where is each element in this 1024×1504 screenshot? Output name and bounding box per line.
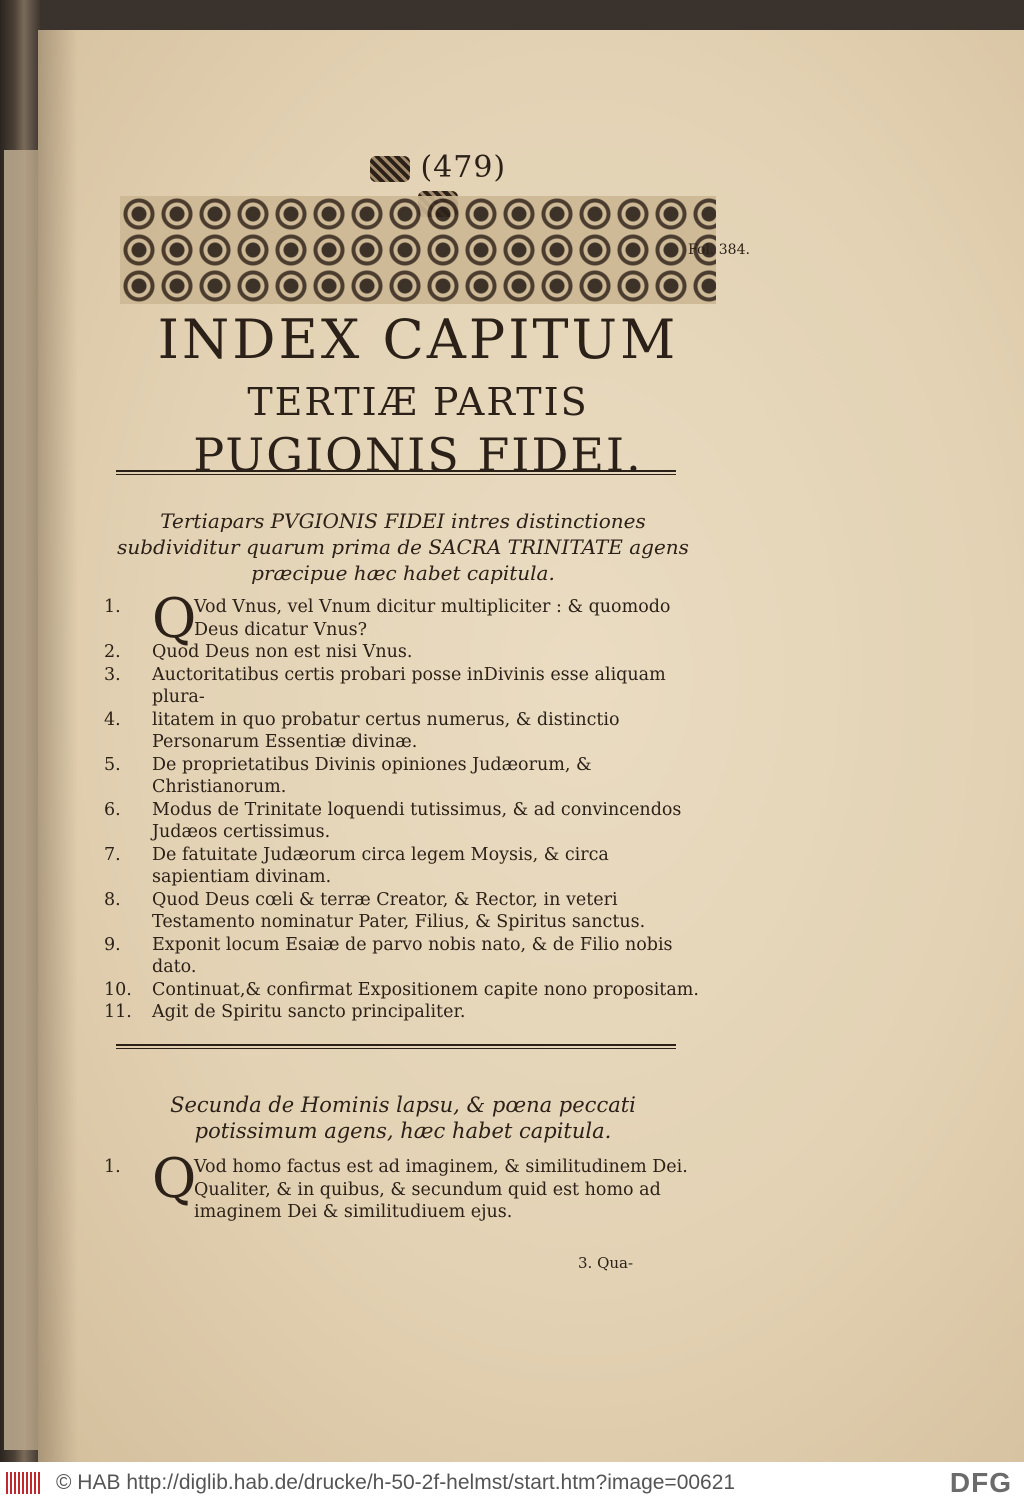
chapter-number: 3. [104,664,121,685]
chapter-number: 11. [104,1002,132,1022]
chapter-text: Continuat,& confirmat Expositionem capite nono propositam. [152,979,699,1000]
catchword: 3. Qua- [578,1254,634,1272]
title-line-2: TERTIÆ PARTIS [247,380,589,424]
chapter-text: Modus de Trinitate loquendi tutissimus, & ad convincendos Judæos certissimus. [152,799,682,842]
folio-reference: Fol. 384. [688,242,750,258]
chapter-number: 4. [104,709,121,730]
dfg-logo: DFG [949,1467,1012,1498]
list-item [104,889,700,934]
copyright-link[interactable]: © HAB http://diglib.hab.de/drucke/h-50-2f-helmst/start.htm?image=00621 [56,1471,736,1494]
list-item [104,587,700,650]
chapter-text: Quod Deus cœli & terræ Creator, & Rector, in veteri Testamento nominatur Pater, Filius, & Spiritus sanctus. [152,889,646,932]
chapter-text: De proprietatibus Divinis opiniones Judæorum, & Christianorum. [152,754,592,797]
ornamental-band [120,196,716,304]
list-item [104,1001,700,1024]
document-page [38,30,1024,1462]
chapter-list [104,587,700,1024]
intro-paragraph: Tertiapars PVGIONIS FIDEI intres distinctiones subdividitur quarum prima de SACRA TRINITATE agens præcipue hæc habet capitula. [117,509,689,585]
chapter-text: Quod Deus non est nisi Vnus. [152,642,413,662]
title-line-3: PUGIONIS FIDEI. [193,428,643,482]
title-line-1: INDEX CAPITUM [157,308,679,371]
drop-cap: Q [152,1147,197,1210]
chapter-text: Exponit locum Esaiæ de parvo nobis nato, & de Filio nobis dato. [152,934,673,977]
chapter-number: 2. [104,642,121,662]
list-item [104,844,700,889]
chapter-text: De fatuitate Judæorum circa legem Moysis, & circa sapientiam divinam. [152,844,609,887]
page-number: (479) [348,150,528,220]
divider [116,1044,676,1046]
list-item [104,664,700,709]
chapter-text: Vod homo factus est ad imaginem, & similitudinem Dei. Qualiter, & in quibus, & secundum quid est homo ad imaginem Dei & similitudiuem ejus. [194,1157,688,1222]
chapter-number: 9. [104,934,121,955]
list-item [104,1147,700,1224]
list-item [104,934,700,979]
drop-cap: Q [152,587,197,650]
chapter-text: Vod Vnus, vel Vnum dicitur multipliciter : & quomodo Deus dicatur Vnus? [194,597,671,640]
list-item [104,709,700,754]
chapter-number: 10. [104,979,132,1000]
list-item [104,979,700,1002]
chapter-number: 1. [104,597,121,617]
section-2-heading: Secunda de Hominis lapsu, & pœna peccati potissimum agens, hæc habet capitula. [170,1093,636,1143]
chapter-number: 6. [104,799,121,820]
chapter-number: 8. [104,889,121,910]
list-item [104,754,700,799]
chapter-text: Auctoritatibus certis probari posse inDivinis esse aliquam plura- [152,664,666,707]
divider [116,470,676,472]
barcode-icon [6,1472,42,1494]
ornament-icon [370,156,410,182]
section-2-list [104,1147,700,1224]
previous-page-edge [4,150,38,1450]
chapter-text: Agit de Spiritu sancto principaliter. [152,1002,466,1022]
chapter-number: 7. [104,844,121,865]
chapter-text: litatem in quo probatur certus numerus, & distinctio Personarum Essentiæ divinæ. [152,709,620,752]
list-item [104,799,700,844]
chapter-number: 5. [104,754,121,775]
chapter-number: 1. [104,1157,121,1177]
footer-bar [0,1462,1024,1504]
